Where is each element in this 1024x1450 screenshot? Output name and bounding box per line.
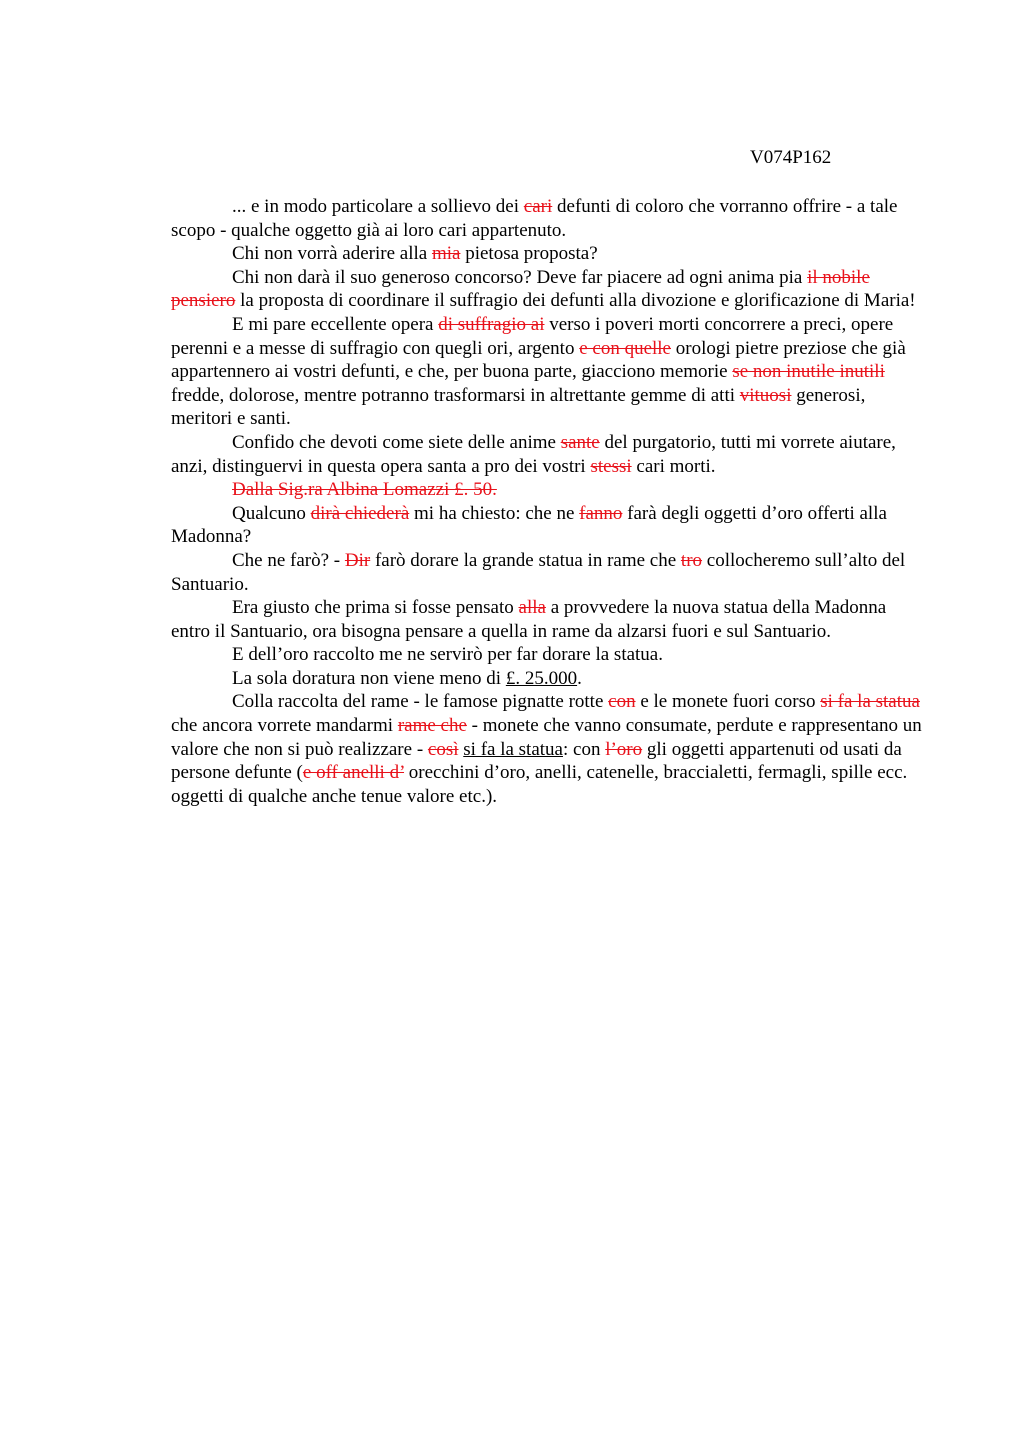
document-body (171, 195, 927, 808)
text-run: farà degli oggetti d’oro offerti alla Madonna? (171, 502, 887, 548)
paragraph (171, 690, 927, 808)
paragraph (171, 502, 927, 549)
deleted-text: con (608, 691, 636, 713)
text-run: - monete che vanno consumate, perdute e rappresentano un valore che non si può realizzare - (171, 715, 922, 760)
text-run: defunti di coloro che vorranno offrire - a tale scopo - qualche oggetto già ai loro cari appartenuto. (171, 196, 898, 241)
text-run: orecchini d’oro, anelli, catenelle, braccialetti, fermagli, spille ecc. oggetti di qualche anche tenue valore etc.). (171, 762, 908, 807)
paragraph (171, 195, 927, 242)
deleted-text: il nobile pensiero (171, 266, 870, 312)
text-run: pietosa proposta? (460, 243, 598, 265)
deleted-text: fanno (579, 502, 623, 524)
text-run: orologi pietre preziose che già appartennero ai vostri defunti, e che, per buona parte, giacciono memorie (171, 337, 906, 383)
paragraph (171, 242, 927, 266)
text-run: collocheremo sull’alto del Santuario. (171, 549, 906, 595)
deleted-text: stessi (590, 455, 632, 477)
underlined-text: £. 25.000 (505, 667, 578, 689)
text-run: del purgatorio, tutti mi vorrete aiutare, anzi, distinguervi in questa opera santa a pro dei vostri (171, 431, 896, 477)
text-run: Chi non vorrà aderire alla (232, 243, 432, 265)
deleted-text: l’oro (605, 738, 643, 760)
paragraph (171, 643, 927, 667)
text-run: Era giusto che prima si fosse pensato (232, 597, 519, 619)
paragraph (171, 478, 927, 502)
deleted-text: si fa la statua (820, 691, 920, 713)
text-run: la proposta di coordinare il suffragio dei defunti alla divozione e glorificazione di Maria! (235, 290, 916, 312)
text-run: Confido che devoti come siete delle anime (232, 431, 561, 453)
deleted-text: dirà chiederà (310, 502, 410, 524)
deleted-text: rame che (397, 715, 467, 737)
text-run: cari morti. (631, 455, 716, 477)
text-run: E mi pare eccellente opera (232, 313, 439, 335)
deleted-text: tro (680, 549, 703, 571)
deleted-text: e off anelli d’ (302, 762, 405, 784)
deleted-text: di suffragio ai (438, 313, 545, 335)
text-run: Che ne farò? - (232, 549, 345, 571)
text-run: verso i poveri morti concorrere a preci, opere perenni e a messe di suffragio con quegli ori, argento (171, 313, 894, 359)
deleted-text: Dalla Sig.ra Albina Lomazzi £. 50. (232, 479, 497, 501)
text-run: E dell’oro raccolto me ne servirò per far dorare la statua. (232, 644, 663, 666)
deleted-text: cari (523, 196, 553, 217)
text-run: e le monete fuori corso (635, 691, 821, 713)
text-run: gli oggetti appartenuti od usati da persone defunte ( (171, 738, 902, 784)
deleted-text: così (427, 738, 459, 760)
paragraph (171, 667, 927, 691)
paragraph (171, 549, 927, 596)
text-run: che ancora vorrete mandarmi (171, 715, 398, 737)
underlined-text: si fa la statua (463, 738, 563, 760)
deleted-text: sante (560, 431, 600, 453)
text-run: . (577, 667, 582, 689)
deleted-text: se non inutile inutili (732, 361, 885, 383)
deleted-text: Dir (344, 549, 371, 571)
text-run: La sola doratura non viene meno di (232, 667, 506, 689)
text-run: Colla raccolta del rame - le famose pignatte rotte (232, 691, 609, 713)
paragraph (171, 431, 927, 478)
paragraph (171, 266, 927, 313)
paragraph (171, 313, 927, 431)
text-run: a provvedere la nuova statua della Madonna entro il Santuario, ora bisogna pensare a quella in rame da alzarsi fuori e sul Santuario. (171, 597, 887, 642)
text-run: farò dorare la grande statua in rame che (370, 549, 681, 571)
text-run: Qualcuno (232, 502, 311, 524)
deleted-text: alla (518, 597, 546, 619)
text-run: Chi non darà il suo generoso concorso? Deve far piacere ad ogni anima pia (232, 266, 808, 288)
paragraph (171, 596, 927, 643)
deleted-text: vituosi (739, 384, 792, 406)
deleted-text: mia (431, 243, 461, 265)
text-run: mi ha chiesto: che ne (409, 502, 580, 524)
text-run: ... e in modo particolare a sollievo dei (232, 196, 524, 217)
text-run: generosi, meritori e santi. (171, 384, 866, 430)
deleted-text: e con quelle (579, 337, 671, 359)
page-code: V074P162 (750, 147, 832, 168)
text-run: : con (562, 738, 606, 760)
text-run: fredde, dolorose, mentre potranno trasformarsi in altrettante gemme di atti (171, 384, 740, 406)
